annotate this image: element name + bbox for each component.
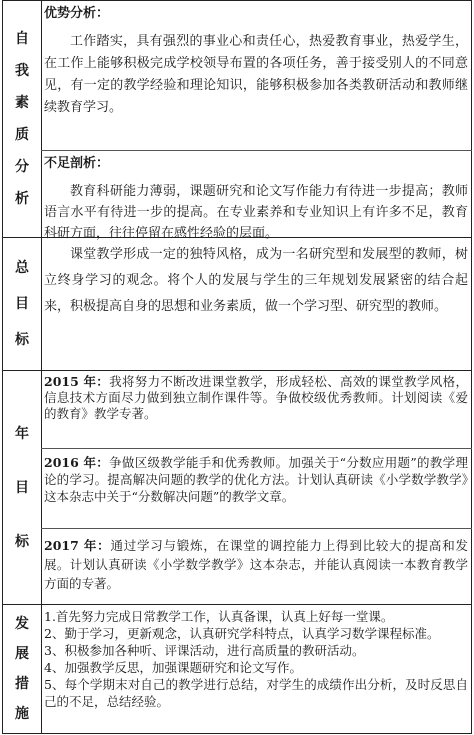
label-char: 目 (15, 479, 29, 496)
label-char: 标 (15, 332, 29, 348)
label-char: 措 (15, 676, 29, 692)
measure-item: 5、每个学期末对自己的教学进行总结，对学生的成绩作出分析，及时反思自己的不足，总结经验。 (44, 677, 468, 709)
strengths-title: 优势分析： (44, 6, 110, 21)
weakness-title: 不足剖析： (44, 156, 110, 171)
label-char: 标 (15, 533, 29, 550)
year-text: 争做区级教学能手和优秀教师。加强关于“分数应用题”的教学理论的学习。提高解决问题的教学的优化方法。计划认真研读《小学数学教学》这本杂志中关于“分数解决问题”的教学文章。 (44, 455, 468, 504)
label-char: 总 (15, 260, 29, 276)
section-divider (2, 604, 472, 605)
measure-item: 1.首先努力完成日常教学工作，认真备课，认真上好每一堂课。 (44, 609, 394, 624)
label-char: 施 (15, 706, 29, 722)
plan-table (2, 0, 472, 734)
measure-item: 4、加强教学反思，加强课题研究和论文写作。 (44, 660, 302, 675)
label-char: 发 (15, 616, 29, 632)
table-border-bottom (2, 733, 472, 734)
year-text: 我将努力不断改进课堂教学，形成轻松、高效的课堂教学风格，信息技术方面尽力做到独立制作课件等。争做校级优秀教师。计划阅读《爱的教育》教学专著。 (44, 374, 468, 421)
label-char: 析 (15, 190, 29, 207)
goal-2015 (44, 374, 468, 422)
overall-goal-text: 课堂教学形成一定的独特风格，成为一名研究型和发展型的教师，树立终身学习的观念。将个人的发展与学生的三年规划发展紧密的结合起来，积极提高自身的思想和业务素质，做一个学习型、研究型的教师。 (44, 247, 468, 314)
weakness-text: 教育科研能力薄弱，课题研究和论文写作能力有待进一步提高；教师语言水平有待进一步的提高。在专业素养和专业知识上有许多不足，教育科研方面，往往停留在感性经验的层面。 (44, 184, 468, 241)
label-char: 分 (15, 158, 29, 175)
label-char: 自 (15, 30, 29, 47)
self-analysis-label (4, 0, 40, 237)
label-char: 展 (15, 646, 29, 662)
measures-list (44, 608, 468, 710)
goal-2016 (44, 454, 468, 505)
weakness-cell (44, 155, 468, 244)
measures-label (4, 605, 40, 733)
year-label: 2016 年： (44, 455, 110, 470)
label-char: 目 (15, 296, 29, 312)
table-border-left (2, 0, 3, 734)
annual-goal-label (4, 371, 40, 604)
overall-goal-label (4, 238, 40, 370)
label-char: 我 (15, 62, 29, 79)
year-text: 通过学习与锻炼，在课堂的调控能力上得到比较大的提高和发展。计划认真研读《小学数学教学》这本杂志，并能认真阅读一本教育教学方面的专著。 (44, 538, 468, 591)
table-border-right (471, 0, 472, 734)
goal-2017 (44, 536, 468, 593)
sub-divider (41, 150, 472, 151)
strengths-cell (44, 5, 468, 119)
label-char: 质 (15, 126, 29, 143)
sub-divider (41, 448, 472, 449)
strengths-text: 工作踏实，具有强烈的事业心和责任心，热爱教育事业，热爱学生，在工作上能够积极完成学校领导布置的各项任务，善于接受别人的不同意见，有一定的教学经验和理论知识，能够积极参加各类教研活动和教师继续教育学习。 (44, 34, 468, 115)
year-label: 2017 年： (44, 538, 111, 553)
label-char: 素 (15, 94, 29, 111)
sub-divider (41, 528, 472, 529)
label-char: 年 (15, 425, 29, 442)
section-divider (2, 370, 472, 371)
year-label: 2015 年： (44, 374, 110, 389)
table-border-top (2, 0, 472, 1)
measure-item: 3、积极参加各种听、评课活动，进行高质量的教研活动。 (44, 643, 365, 658)
label-column-divider (41, 0, 42, 734)
measure-item: 2、勤于学习，更新观念，认真研究学科特点，认真学习数学课程标准。 (44, 626, 440, 641)
